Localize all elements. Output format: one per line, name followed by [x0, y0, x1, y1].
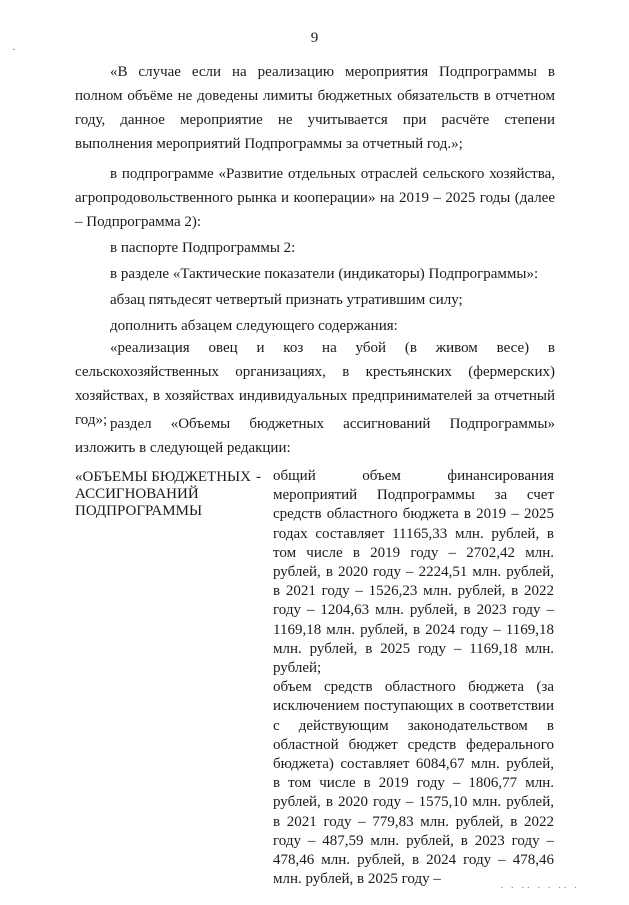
funding-total-paragraph: общий объем финансирования мероприятий Подпрограммы за счет средств областного бюджета в 2019 – 2025 годах составляет 11165,33 млн. рублей, в том числе в 2019 году – 2702,42 млн. рублей, в 2020 году – 2224,51 млн. рублей, в 2021 году – 1526,23 млн. рублей, в 2022 году – 1204,63 млн. рублей, в 2023 году – 1169,18 млн. рублей, в 2024 году – 1169,18 млн. рублей, в 2025 году – 1169,18 млн. рублей;	[273, 468, 554, 677]
paragraph-7: «реализация овец и коз на убой (в живом весе) в сельскохозяйственных организациях, в крестьянских (фермерских) хозяйствах, в хозяйствах индивидуальных предпринимателей за отчетный год»;	[75, 340, 555, 428]
funding-regional-paragraph: объем средств областного бюджета (за исключением поступающих в соответствии с действующим законодательством в областной бюджет средств федерального бюджета) составляет 6084,67 млн. рублей, в том числе в 2019 году – 1806,77 млн. рублей, в 2020 году – 1575,10 млн. рублей, в 2021 году – 779,83 млн. рублей, в 2022 году – 487,59 млн. рублей, в 2023 году – 478,46 млн. рублей, в 2024 году – 478,46 млн. рублей, в 2025 году –	[273, 679, 554, 888]
paragraph-1: «В случае если на реализацию мероприятия Подпрограммы в полном объёме не доведены лимиты бюджетных обязательств в отчетном году, данное мероприятие не учитывается при расчёте степени выполнения мероприятий Подпрограммы за отчетный год.»;	[75, 64, 555, 152]
paragraph-8: раздел «Объемы бюджетных ассигнований Подпрограммы» изложить в следующей редакции:	[75, 416, 555, 456]
table-right-cell	[273, 467, 554, 889]
paragraph-3: в паспорте Подпрограммы 2:	[110, 240, 296, 256]
paragraph-5: абзац пятьдесят четвертый признать утратившим силу;	[110, 292, 463, 308]
paragraph-2: в подпрограмме «Развитие отдельных отраслей сельского хозяйства, агропродовольственного рынка и кооперации» на 2019 – 2025 годы (далее – Подпрограмма 2):	[75, 166, 555, 230]
margin-mark: ·	[12, 44, 16, 56]
table-left-label: «ОБЪЕМЫ БЮДЖЕТНЫХ АССИГНОВАНИЙ ПОДПРОГРАММЫ	[75, 469, 251, 519]
paragraph-6: дополнить абзацем следующего содержания:	[110, 318, 398, 334]
page-number: 9	[310, 30, 319, 46]
scan-artifact: · · ·· · · ·· ·	[500, 882, 580, 894]
table-dash: -	[256, 469, 261, 485]
paragraph-4: в разделе «Тактические показатели (индикаторы) Подпрограммы»:	[110, 266, 539, 282]
